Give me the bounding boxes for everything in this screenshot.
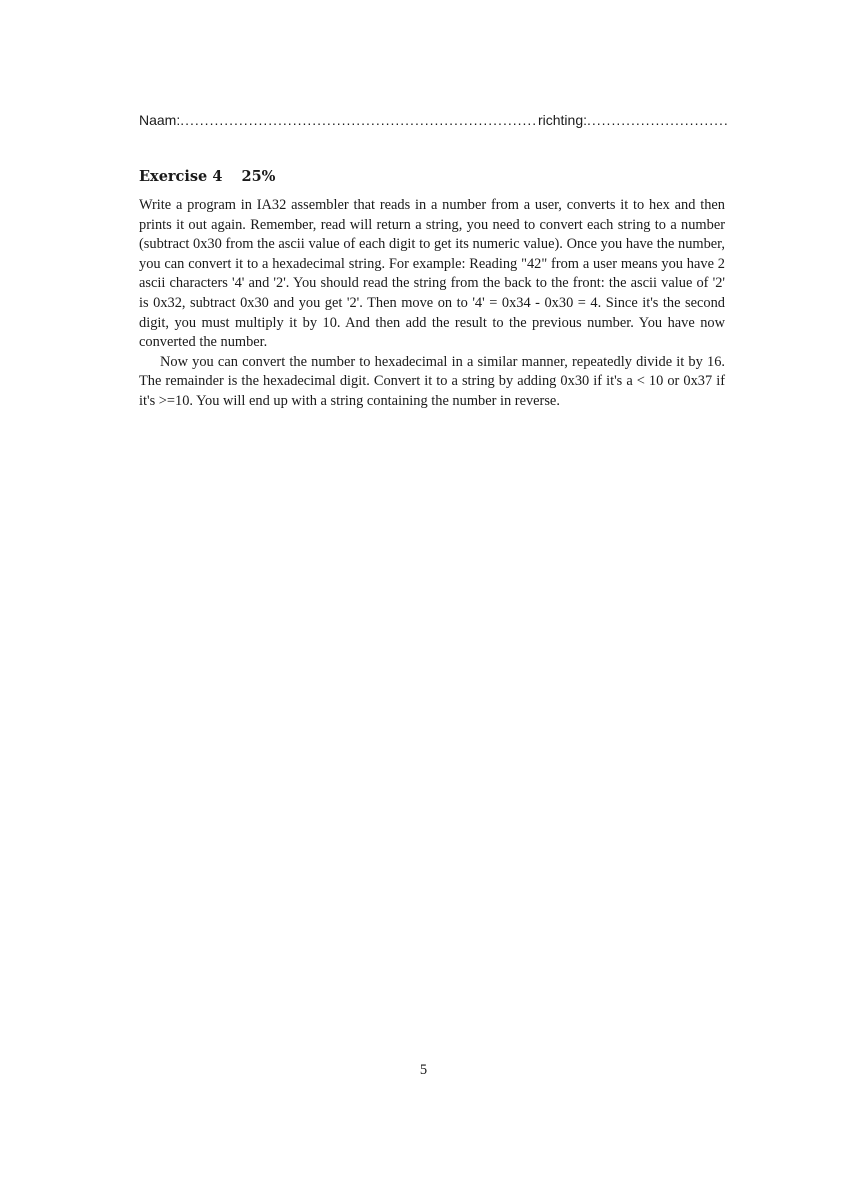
student-info-line <box>139 112 727 128</box>
exercise-paragraph: Write a program in IA32 assembler that reads in a number from a user, converts it to hex and then prints it out again. Remember, read will return a string, you need to convert each string to a number (subtract 0x30 from the ascii value of each digit to get its numeric value). Once you have the number, you can convert it to a hexadecimal string. For example: Reading "42" from a user means you have 2 ascii characters '4' and '2'. You should read the string from the back to the front: the ascii value of '2' is 0x32, subtract 0x30 and you get '2'. Then move on to '4' = 0x34 - 0x30 = 4. Since it's the second digit, you must multiply it by 10. And then add the result to the previous number. You have now converted the number. <box>139 197 725 351</box>
exercise-heading <box>139 168 275 185</box>
exercise-title: Exercise 4 <box>139 168 223 185</box>
exercise-weight: 25% <box>241 168 276 185</box>
exercise-body <box>139 196 725 412</box>
name-blank-line <box>180 112 538 128</box>
direction-label: richting: <box>537 112 587 128</box>
page-number: 5 <box>419 1062 428 1078</box>
name-label: Naam: <box>139 112 181 128</box>
exercise-paragraph: Now you can convert the number to hexadecimal in a similar manner, repeatedly divide it by 16. The remainder is the hexadecimal digit. Convert it to a string by adding 0x30 if it's a < 10 or 0x37 if it's >=10. You will end up with a string containing the number in reverse. <box>139 353 725 409</box>
direction-blank-line <box>587 112 727 128</box>
